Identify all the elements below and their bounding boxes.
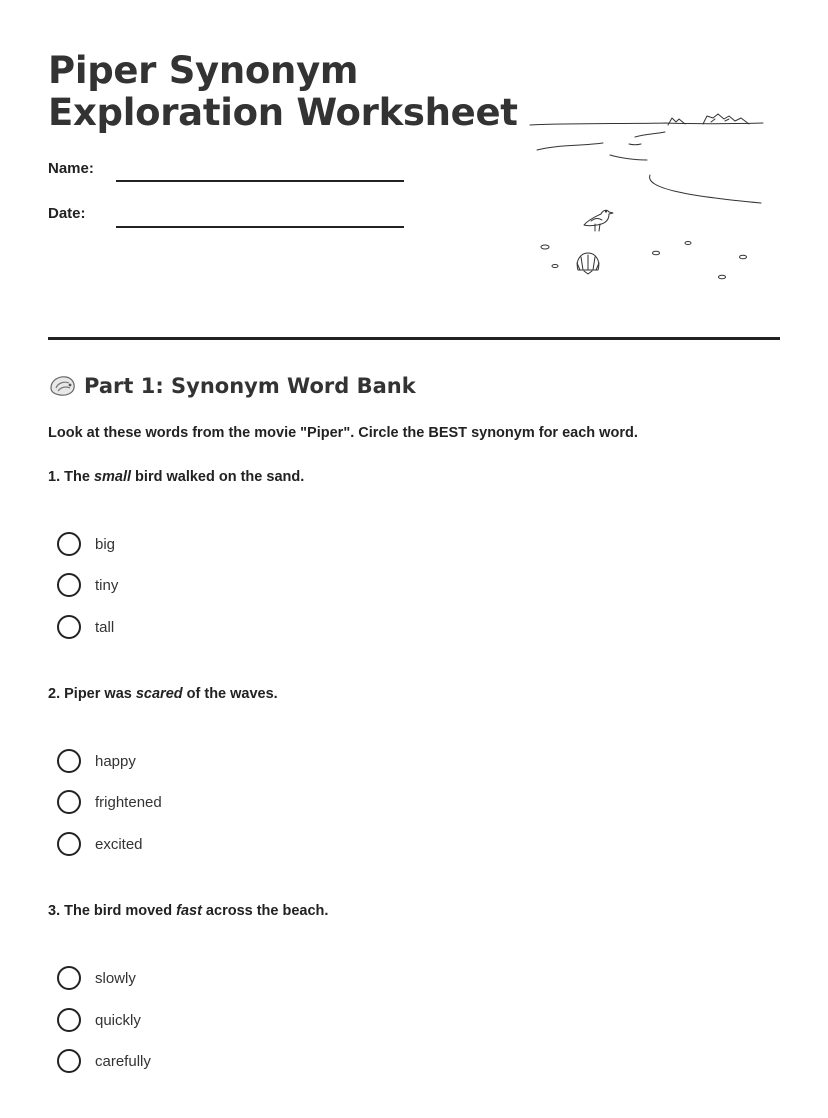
question-1-option-2[interactable]: [57, 573, 118, 597]
option-label: big: [95, 535, 116, 553]
name-label: Name:: [48, 160, 94, 177]
question-2-option-1[interactable]: [57, 749, 136, 773]
question-1: [48, 469, 304, 485]
question-word: scared: [135, 686, 183, 702]
question-prefix: 3. The bird moved: [48, 903, 177, 919]
question-prefix: 2. Piper was: [48, 686, 136, 702]
question-suffix: of the waves.: [182, 686, 278, 702]
question-2: [48, 686, 278, 702]
question-suffix: across the beach.: [201, 903, 329, 919]
question-3-option-2[interactable]: [57, 1008, 141, 1032]
question-3-option-1[interactable]: [57, 966, 136, 990]
radio-circle[interactable]: [57, 966, 81, 990]
title-line-2: Exploration Worksheet: [48, 91, 518, 134]
radio-circle[interactable]: [57, 573, 81, 597]
date-label: Date:: [48, 205, 86, 222]
question-2-option-3[interactable]: [57, 832, 143, 856]
option-label: happy: [95, 752, 136, 770]
option-label: slowly: [95, 969, 136, 987]
question-word: small: [93, 469, 132, 485]
radio-circle[interactable]: [57, 532, 81, 556]
question-1-option-3[interactable]: [57, 615, 114, 639]
seashell-icon: [48, 374, 76, 398]
question-2-option-2[interactable]: [57, 790, 162, 814]
section-divider: [48, 337, 780, 340]
radio-circle[interactable]: [57, 615, 81, 639]
radio-circle[interactable]: [57, 749, 81, 773]
radio-circle[interactable]: [57, 1008, 81, 1032]
radio-circle[interactable]: [57, 790, 81, 814]
date-field[interactable]: [116, 226, 404, 228]
option-label: tiny: [95, 576, 119, 594]
instructions-text: Look at these words from the movie "Piper". Circle the BEST synonym for each word.: [48, 425, 638, 441]
option-label: quickly: [95, 1011, 141, 1029]
beach-scene-illustration: [525, 100, 770, 285]
question-3: [48, 903, 328, 919]
question-3-option-3[interactable]: [57, 1049, 151, 1073]
radio-circle[interactable]: [57, 832, 81, 856]
section-title: Part 1: Synonym Word Bank: [84, 374, 416, 398]
option-label: carefully: [95, 1052, 151, 1070]
title-line-1: Piper Synonym: [48, 49, 359, 92]
question-word: fast: [176, 903, 202, 919]
question-1-option-1[interactable]: [57, 532, 115, 556]
name-field[interactable]: [116, 180, 404, 182]
option-label: excited: [95, 835, 143, 853]
question-prefix: 1. The: [48, 469, 94, 485]
question-suffix: bird walked on the sand.: [131, 469, 305, 485]
radio-circle[interactable]: [57, 1049, 81, 1073]
option-label: tall: [95, 618, 115, 636]
section-heading: [48, 374, 416, 398]
option-label: frightened: [95, 793, 162, 811]
worksheet-title: [48, 50, 518, 134]
